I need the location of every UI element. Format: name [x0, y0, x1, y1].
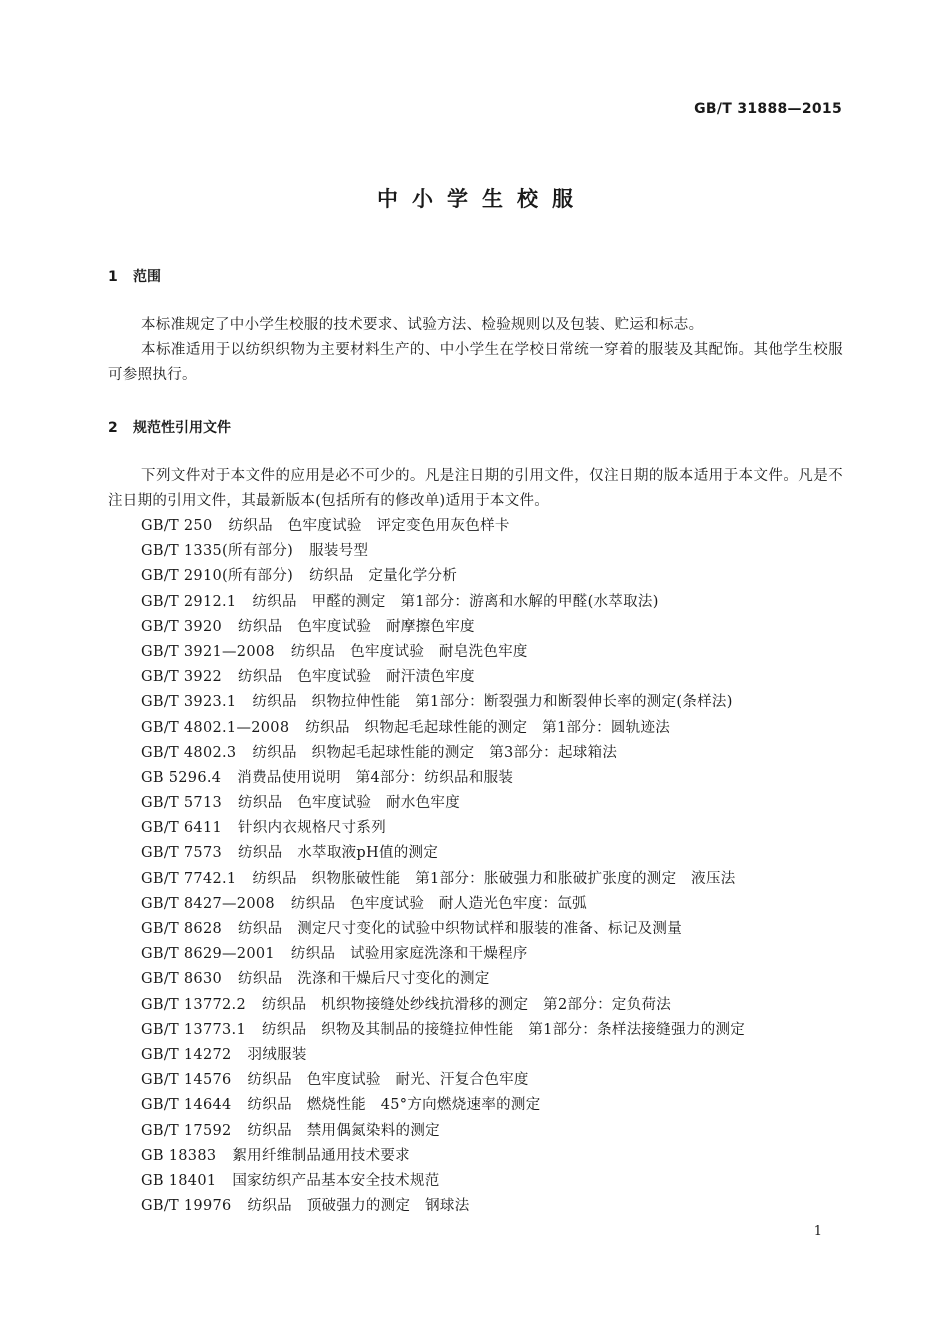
reference-code: GB/T 8630	[141, 971, 223, 988]
reference-title: 纺织品 水萃取液pH值的测定	[238, 845, 439, 862]
reference-code: GB/T 3923.1	[141, 694, 237, 711]
reference-code: GB/T 14644	[141, 1097, 232, 1114]
reference-title: 絮用纤维制品通用技术要求	[232, 1147, 410, 1164]
reference-code: GB/T 4802.3	[141, 744, 237, 761]
reference-item	[141, 690, 745, 715]
reference-code: GB/T 14272	[141, 1046, 232, 1063]
reference-item	[141, 1018, 745, 1043]
reference-code: GB/T 13773.1	[141, 1021, 246, 1038]
reference-code: GB/T 3922	[141, 669, 223, 686]
references-intro-paragraph: 下列文件对于本文件的应用是必不可少的。凡是注日期的引用文件，仅注日期的版本适用于本文件。凡是不注日期的引用文件，其最新版本(包括所有的修改单)适用于本文件。	[108, 468, 843, 509]
reference-code: GB/T 3920	[141, 618, 223, 635]
reference-title: 纺织品 色牢度试验 评定变色用灰色样卡	[228, 518, 510, 534]
reference-title: 纺织品 织物拉伸性能 第1部分：断裂强力和断裂伸长率的测定(条样法)	[252, 694, 733, 711]
reference-title: 纺织品 定量化学分析	[309, 568, 458, 585]
section-title: 规范性引用文件	[133, 420, 231, 436]
reference-title: 纺织品 顶破强力的测定 钢球法	[247, 1198, 470, 1215]
reference-code: GB/T 7573	[141, 845, 223, 862]
page-number: 1	[813, 1224, 822, 1239]
reference-item	[141, 564, 745, 589]
reference-title: 纺织品 洗涤和干燥后尺寸变化的测定	[238, 971, 490, 988]
reference-item	[141, 816, 745, 841]
reference-code: GB/T 8628	[141, 921, 223, 937]
section-title: 范围	[133, 269, 161, 285]
reference-list	[141, 514, 745, 1219]
reference-title: 纺织品 织物胀破性能 第1部分：胀破强力和胀破扩张度的测定 液压法	[252, 870, 736, 887]
reference-item	[141, 615, 745, 640]
reference-code: GB/T 2910(所有部分)	[141, 568, 294, 585]
reference-item	[141, 665, 745, 690]
reference-code: GB/T 7742.1	[141, 870, 237, 887]
reference-title: 服装号型	[309, 543, 369, 560]
reference-code: GB/T 5713	[141, 795, 223, 812]
reference-title: 纺织品 色牢度试验 耐汗渍色牢度	[238, 669, 475, 686]
reference-code: GB/T 1335(所有部分)	[141, 543, 294, 560]
reference-item	[141, 1043, 745, 1068]
reference-item	[141, 1068, 745, 1093]
reference-item	[141, 841, 745, 866]
section-heading-normative-references	[108, 417, 231, 437]
reference-code: GB/T 4802.1—2008	[141, 719, 290, 736]
reference-title: 纺织品 甲醛的测定 第1部分：游离和水解的甲醛(水萃取法)	[252, 593, 659, 610]
reference-item	[141, 942, 745, 967]
reference-item	[141, 741, 745, 766]
reference-code: GB/T 13772.2	[141, 996, 246, 1013]
reference-title: 纺织品 色牢度试验 耐光、汗复合色牢度	[247, 1072, 529, 1089]
reference-code: GB/T 14576	[141, 1072, 232, 1089]
reference-item	[141, 539, 745, 564]
reference-title: 纺织品 织物起毛起球性能的测定 第1部分：圆轨迹法	[305, 719, 671, 736]
reference-code: GB 18383	[141, 1147, 217, 1164]
reference-code: GB/T 250	[141, 518, 213, 534]
reference-item	[141, 791, 745, 816]
reference-item	[141, 514, 745, 539]
reference-title: 纺织品 测定尺寸变化的试验中织物试样和服装的准备、标记及测量	[238, 921, 683, 937]
scope-paragraph: 本标准规定了中小学生校服的技术要求、试验方法、检验规则以及包装、贮运和标志。	[141, 317, 704, 333]
reference-code: GB/T 2912.1	[141, 593, 237, 610]
reference-title: 针织内衣规格尺寸系列	[238, 820, 387, 837]
reference-item	[141, 967, 745, 992]
reference-item	[141, 1119, 745, 1144]
reference-title: 纺织品 色牢度试验 耐摩擦色牢度	[238, 618, 475, 635]
reference-title: 国家纺织产品基本安全技术规范	[232, 1172, 440, 1189]
reference-code: GB 5296.4	[141, 769, 222, 786]
reference-item	[141, 640, 745, 665]
reference-code: GB 18401	[141, 1172, 217, 1189]
reference-item	[141, 867, 745, 892]
section-number: 1	[108, 269, 118, 285]
reference-code: GB/T 17592	[141, 1122, 232, 1139]
reference-title: 羽绒服装	[247, 1046, 307, 1063]
reference-title: 纺织品 禁用偶氮染料的测定	[247, 1122, 440, 1139]
reference-code: GB/T 3921—2008	[141, 643, 275, 660]
reference-title: 纺织品 织物及其制品的接缝拉伸性能 第1部分：条样法接缝强力的测定	[261, 1021, 746, 1038]
scope-paragraph: 本标准适用于以纺织织物为主要材料生产的、中小学生在学校日常统一穿着的服装及其配饰。其他学生校服可参照执行。	[108, 342, 843, 383]
reference-item	[141, 590, 745, 615]
reference-title: 纺织品 织物起毛起球性能的测定 第3部分：起球箱法	[252, 744, 618, 761]
reference-item	[141, 1194, 745, 1219]
reference-title: 纺织品 色牢度试验 耐皂洗色牢度	[290, 643, 528, 660]
reference-item	[141, 1144, 745, 1169]
reference-title: 纺织品 色牢度试验 耐水色牢度	[238, 795, 461, 812]
document-title: 中小学生校服	[377, 187, 587, 211]
reference-item	[141, 1169, 745, 1194]
reference-code: GB/T 19976	[141, 1198, 232, 1215]
reference-title: 纺织品 燃烧性能 45°方向燃烧速率的测定	[247, 1097, 541, 1114]
reference-item	[141, 993, 745, 1018]
reference-code: GB/T 6411	[141, 820, 223, 837]
reference-title: 纺织品 机织物接缝处纱线抗滑移的测定 第2部分：定负荷法	[261, 996, 672, 1013]
reference-title: 消费品使用说明 第4部分：纺织品和服装	[237, 769, 514, 786]
reference-code: GB/T 8427—2008	[141, 895, 275, 912]
reference-item	[141, 892, 745, 917]
reference-item	[141, 1093, 745, 1118]
reference-item	[141, 766, 745, 791]
standard-number: GB/T 31888—2015	[694, 101, 842, 117]
section-heading-scope	[108, 266, 161, 286]
reference-item	[141, 716, 745, 741]
section-number: 2	[108, 420, 118, 436]
reference-item	[141, 917, 745, 942]
reference-title: 纺织品 试验用家庭洗涤和干燥程序	[290, 946, 528, 963]
reference-code: GB/T 8629—2001	[141, 946, 275, 963]
reference-title: 纺织品 色牢度试验 耐人造光色牢度：氙弧	[290, 895, 587, 912]
